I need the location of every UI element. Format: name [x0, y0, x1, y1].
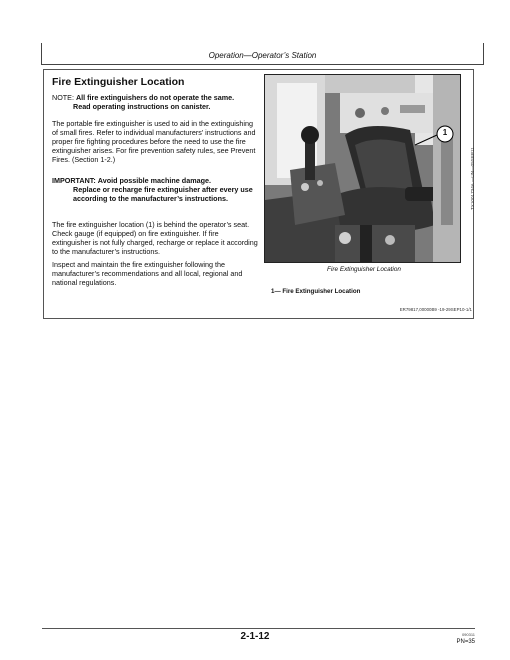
- figure-photo: [264, 74, 461, 263]
- important-label: IMPORTANT:: [52, 176, 96, 185]
- important-text-2: Replace or recharge fire extinguisher after every use according to the manufacturer’s instructions.: [73, 185, 253, 204]
- footer-pn: PN=35: [456, 639, 475, 645]
- footer-line: [42, 628, 475, 629]
- paragraph-1: The portable fire extinguisher is used to aid in the extinguishing of small fires. Refer to individual manufacturers’ instructions and proper fire fighting procedures before the need to use the fire extinguisher arises. For fire prevention safety rules, see Prevent Fires. (Section 1-2.): [52, 119, 256, 165]
- page-number: 2-1-12: [240, 631, 270, 642]
- header-line: [41, 64, 484, 65]
- note-label: NOTE:: [52, 93, 74, 102]
- important-block: [52, 176, 258, 203]
- figure-callout: 1: [442, 128, 448, 137]
- figure-side-id: TX1001734A —UN—05SEP11: [470, 147, 475, 210]
- note-text: All fire extinguishers do not operate the same.: [75, 93, 235, 102]
- figure-ident: ER79817,00000B9 -19-29SEP10-1/1: [399, 307, 472, 312]
- note-text-2: Read operating instructions on canister.: [73, 102, 211, 112]
- figure-legend: 1— Fire Extinguisher Location: [271, 288, 361, 295]
- paragraph-2: The fire extinguisher location (1) is behind the operator’s seat. Check gauge (if equipped) on fire extinguisher. If fire extinguisher is not fully charged, recharge or replace it according to the manufacturer’s instructions.: [52, 220, 258, 257]
- section-title: Fire Extinguisher Location: [52, 76, 185, 88]
- operator-seat-illustration: [265, 75, 460, 262]
- important-text: Avoid possible machine damage.: [97, 176, 211, 185]
- figure-caption: Fire Extinguisher Location: [327, 266, 401, 273]
- footer-code: 090311: [461, 632, 475, 637]
- note-block: [52, 93, 258, 111]
- header-title: Operation—Operator’s Station: [208, 51, 317, 60]
- paragraph-3: Inspect and maintain the fire extinguisher following the manufacturer’s recommendations and all local, regional and national regulations.: [52, 260, 243, 288]
